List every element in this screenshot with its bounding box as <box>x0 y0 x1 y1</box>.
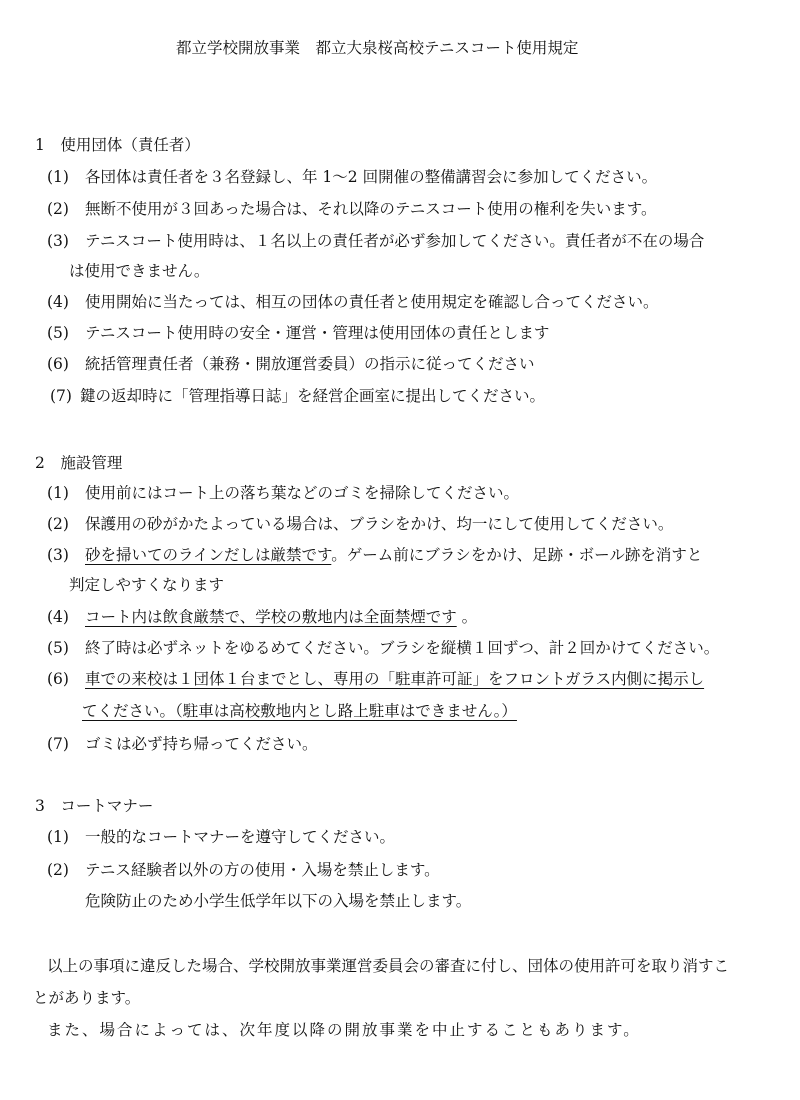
item-text: 統括管理責任者（兼務・開放運営委員）の指示に従ってください <box>85 355 535 373</box>
item-number: (7) <box>47 735 69 753</box>
item-text-underlined: 砂を掃いてのラインだしは厳禁です <box>85 546 332 564</box>
section-1-item-3-cont: は使用できません。 <box>69 262 210 280</box>
item-text-underlined: コート内は飲食厳禁で、学校の敷地内は全面禁煙です <box>85 608 457 626</box>
item-number: (6) <box>47 355 69 373</box>
section-2-heading: 2 施設管理 <box>35 454 123 472</box>
section-2-item-5 <box>47 637 719 659</box>
section-1-item-4 <box>47 291 659 313</box>
item-text: 使用前にはコート上の落ち葉などのゴミを掃除してください。 <box>85 484 520 502</box>
item-number: (5) <box>47 639 69 657</box>
item-number: (6) <box>47 670 69 688</box>
item-number: (1) <box>47 168 69 186</box>
section-1-item-6 <box>47 353 535 375</box>
item-text: テニス経験者以外の方の使用・入場を禁止します。 <box>85 861 440 879</box>
section-2-item-2 <box>47 513 673 535</box>
closing-paragraph-1: 以上の事項に違反した場合、学校開放事業運営委員会の審査に付し、団体の使用許可を取り消すこ <box>47 957 730 975</box>
item-text: 終了時は必ずネットをゆるめてください。ブラシを縦横１回ずつ、計２回かけてください。 <box>85 639 720 657</box>
section-3-item-2-cont: 危険防止のため小学生低学年以下の入場を禁止します。 <box>85 892 472 910</box>
section-3-item-2 <box>47 859 440 881</box>
section-2-item-1 <box>47 482 519 504</box>
item-text: 一般的なコートマナーを遵守してください。 <box>85 828 396 846</box>
item-number: (1) <box>47 484 69 502</box>
item-number: (7) <box>50 387 72 405</box>
section-1-item-7 <box>50 385 545 407</box>
item-text: 。ゲーム前にブラシをかけ、足跡・ボール跡を消すと <box>331 546 703 564</box>
section-2-item-3-cont: 判定しやすくなります <box>69 576 225 594</box>
item-number: (3) <box>47 546 69 564</box>
item-text: 使用開始に当たっては、相互の団体の責任者と使用規定を確認し合ってください。 <box>85 293 659 311</box>
item-number: (3) <box>47 232 69 250</box>
section-2-item-6-cont <box>82 700 517 722</box>
item-text: 各団体は責任者を３名登録し、年 1～2 回開催の整備講習会に参加してください。 <box>85 168 658 186</box>
item-text: 保護用の砂がかたよっている場合は、ブラシをかけ、均一にして使用してください。 <box>85 515 674 533</box>
item-text-underlined: てください。（駐車は高校敷地内とし路上駐車はできません。） <box>82 702 517 720</box>
item-text: 。 <box>456 608 478 626</box>
item-text: テニスコート使用時は、１名以上の責任者が必ず参加してください。責任者が不在の場合 <box>85 232 705 250</box>
section-2-item-4 <box>47 606 477 628</box>
section-1-item-2 <box>47 198 657 220</box>
item-text: 鍵の返却時に「管理指導日誌」を経営企画室に提出してください。 <box>80 387 546 405</box>
page-title: 都立学校開放事業 都立大泉桜高校テニスコート使用規定 <box>176 39 579 57</box>
section-2-item-7 <box>47 733 318 755</box>
section-1-item-1 <box>47 166 657 188</box>
item-number: (2) <box>47 515 69 533</box>
closing-paragraph-2: また、場合によっては、次年度以降の開放事業を中止することもあります。 <box>47 1021 641 1039</box>
item-text: ゴミは必ず持ち帰ってください。 <box>85 735 318 753</box>
item-text: テニスコート使用時の安全・運営・管理は使用団体の責任とします <box>85 324 550 342</box>
section-1-heading: 1 使用団体（責任者） <box>35 136 200 154</box>
section-1-item-3 <box>47 230 704 252</box>
item-text: 無断不使用が３回あった場合は、それ以降のテニスコート使用の権利を失います。 <box>85 200 657 218</box>
item-number: (5) <box>47 324 69 342</box>
item-number: (2) <box>47 861 69 879</box>
section-2-item-6 <box>47 668 704 690</box>
section-1-item-5 <box>47 322 549 344</box>
item-number: (1) <box>47 828 69 846</box>
section-3-heading: 3 コートマナー <box>35 797 154 815</box>
item-text-underlined: 車での来校は１団体１台までとし、専用の「駐車許可証」をフロントガラス内側に掲示し <box>85 670 705 688</box>
section-2-item-3 <box>47 544 702 566</box>
closing-paragraph-1-cont: とがあります。 <box>33 989 141 1007</box>
section-3-item-1 <box>47 826 395 848</box>
item-number: (4) <box>47 293 69 311</box>
item-number: (2) <box>47 200 69 218</box>
item-number: (4) <box>47 608 69 626</box>
